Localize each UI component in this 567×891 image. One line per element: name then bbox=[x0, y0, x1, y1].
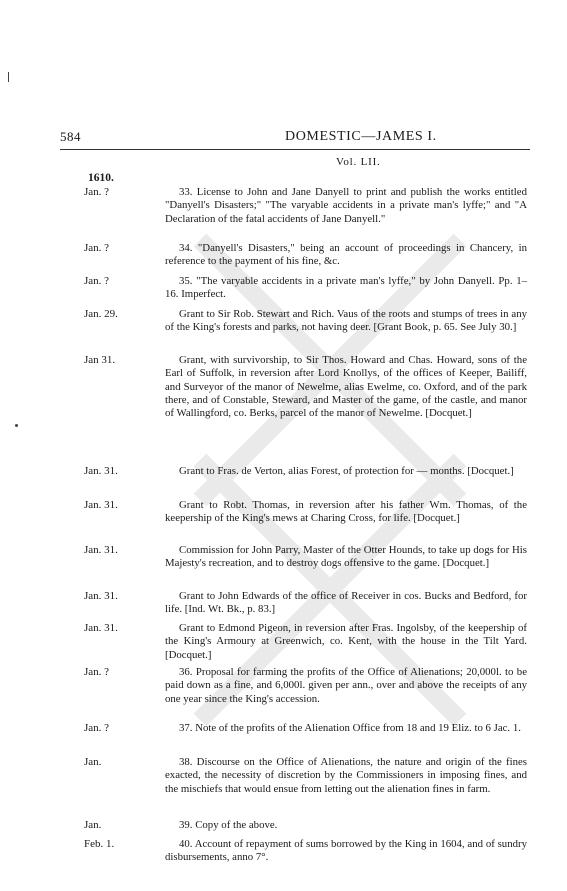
entry-text: Grant to John Edwards of the office of Receiver in cos. Bucks and Bedford, for life. [Ind. Wt. Bk., p. 83.] bbox=[165, 590, 527, 616]
page-number: 584 bbox=[60, 129, 81, 144]
entry-date: Jan. 31. bbox=[84, 499, 118, 511]
header-rule bbox=[60, 149, 530, 150]
margin-mark bbox=[8, 72, 9, 82]
entry-date: Jan. 31. bbox=[84, 544, 118, 556]
entry-text: 40. Account of repayment of sums borrowed by the King in 1604, and of sundry disbursements, anno 7°. bbox=[165, 838, 527, 864]
entry-date: Jan. ? bbox=[84, 242, 110, 254]
page-header bbox=[60, 129, 530, 149]
entry-date: Jan. 29. bbox=[84, 308, 118, 320]
entry-date: Jan. bbox=[84, 756, 102, 768]
entry-text: 34. "Danyell's Disasters," being an account of proceedings in Chancery, in reference to the payment of his fine, &c. bbox=[165, 242, 527, 268]
entry-date: Jan. 31. bbox=[84, 622, 118, 634]
entry-date: Jan. 31. bbox=[84, 465, 118, 477]
entry-date: Jan. ? bbox=[84, 275, 110, 287]
entry-text: 35. "The varyable accidents in a private man's lyffe," by John Danyell. Pp. 1–16. Imperfect. bbox=[165, 275, 527, 301]
entry-text: Grant to Sir Rob. Stewart and Rich. Vaus of the roots and stumps of trees in any of the King's forests and parks, not having deer. [Grant Book, p. 65. See July 30.] bbox=[165, 308, 527, 334]
entry-text: 36. Proposal for farming the profits of the Office of Alienations; 20,000l. to be paid down as a fine, and 6,000l. given per ann., over and above the receipts of any one year since the King's accession. bbox=[165, 666, 527, 705]
margin-dot bbox=[15, 424, 18, 427]
entry-date: Jan 31. bbox=[84, 354, 116, 366]
entry-text: Grant to Robt. Thomas, in reversion after his father Wm. Thomas, of the keepership of the King's mews at Charing Cross, for life. [Docquet.] bbox=[165, 499, 527, 525]
volume-label: Vol. LII. bbox=[336, 156, 381, 168]
entry-date: Feb. 1. bbox=[84, 838, 115, 850]
entry-date: Jan. bbox=[84, 819, 102, 831]
entry-date: Jan. 31. bbox=[84, 590, 118, 602]
entry-date: Jan. ? bbox=[84, 722, 110, 734]
entry-text: 33. License to John and Jane Danyell to print and publish the works entitled "Danyell's Disasters;" "The varyable accidents in a private man's lyffe;" and "A Declaration of the fatal accidents of Jane Danyell." bbox=[165, 186, 527, 225]
entry-text: 37. Note of the profits of the Alienation Office from 18 and 19 Eliz. to 6 Jac. 1. bbox=[179, 722, 521, 734]
entry-text: 39. Copy of the above. bbox=[179, 819, 278, 831]
entry-date: Jan. ? bbox=[84, 186, 110, 198]
year-label: 1610. bbox=[88, 172, 114, 184]
entry-text: 38. Discourse on the Office of Alienations, the nature and origin of the fines exacted, the necessity of discretion by the Commissioners in imposing fines, and the mischiefs that would ensue from letting out the alienation fines in farm. bbox=[165, 756, 527, 795]
page-title: DOMESTIC—JAMES I. bbox=[285, 129, 437, 144]
entry-date: Jan. ? bbox=[84, 666, 110, 678]
entry-text: Grant, with survivorship, to Sir Thos. Howard and Chas. Howard, sons of the Earl of Suffolk, in reversion after Lord Knollys, of the offices of Keeper, Bailiff, and Surveyor of the manor of Newelme, alias Ewelme, co. Oxford, and of the park there, and of Constable, Steward, and Master of the game, of the castle, and manor of Wallingford, co. Berks, parcel of the manor of Newelme. [Docquet.] bbox=[165, 354, 527, 420]
entry-text: Grant to Fras. de Verton, alias Forest, of protection for — months. [Docquet.] bbox=[179, 465, 514, 477]
entry-text: Commission for John Parry, Master of the Otter Hounds, to take up dogs for His Majesty's recreation, and to destroy dogs offensive to the game. [Docquet.] bbox=[165, 544, 527, 570]
entry-text: Grant to Edmond Pigeon, in reversion after Fras. Ingolsby, of the keepership of the King's Armoury at Greenwich, co. Kent, with the house in the Tilt Yard. [Docquet.] bbox=[165, 622, 527, 661]
